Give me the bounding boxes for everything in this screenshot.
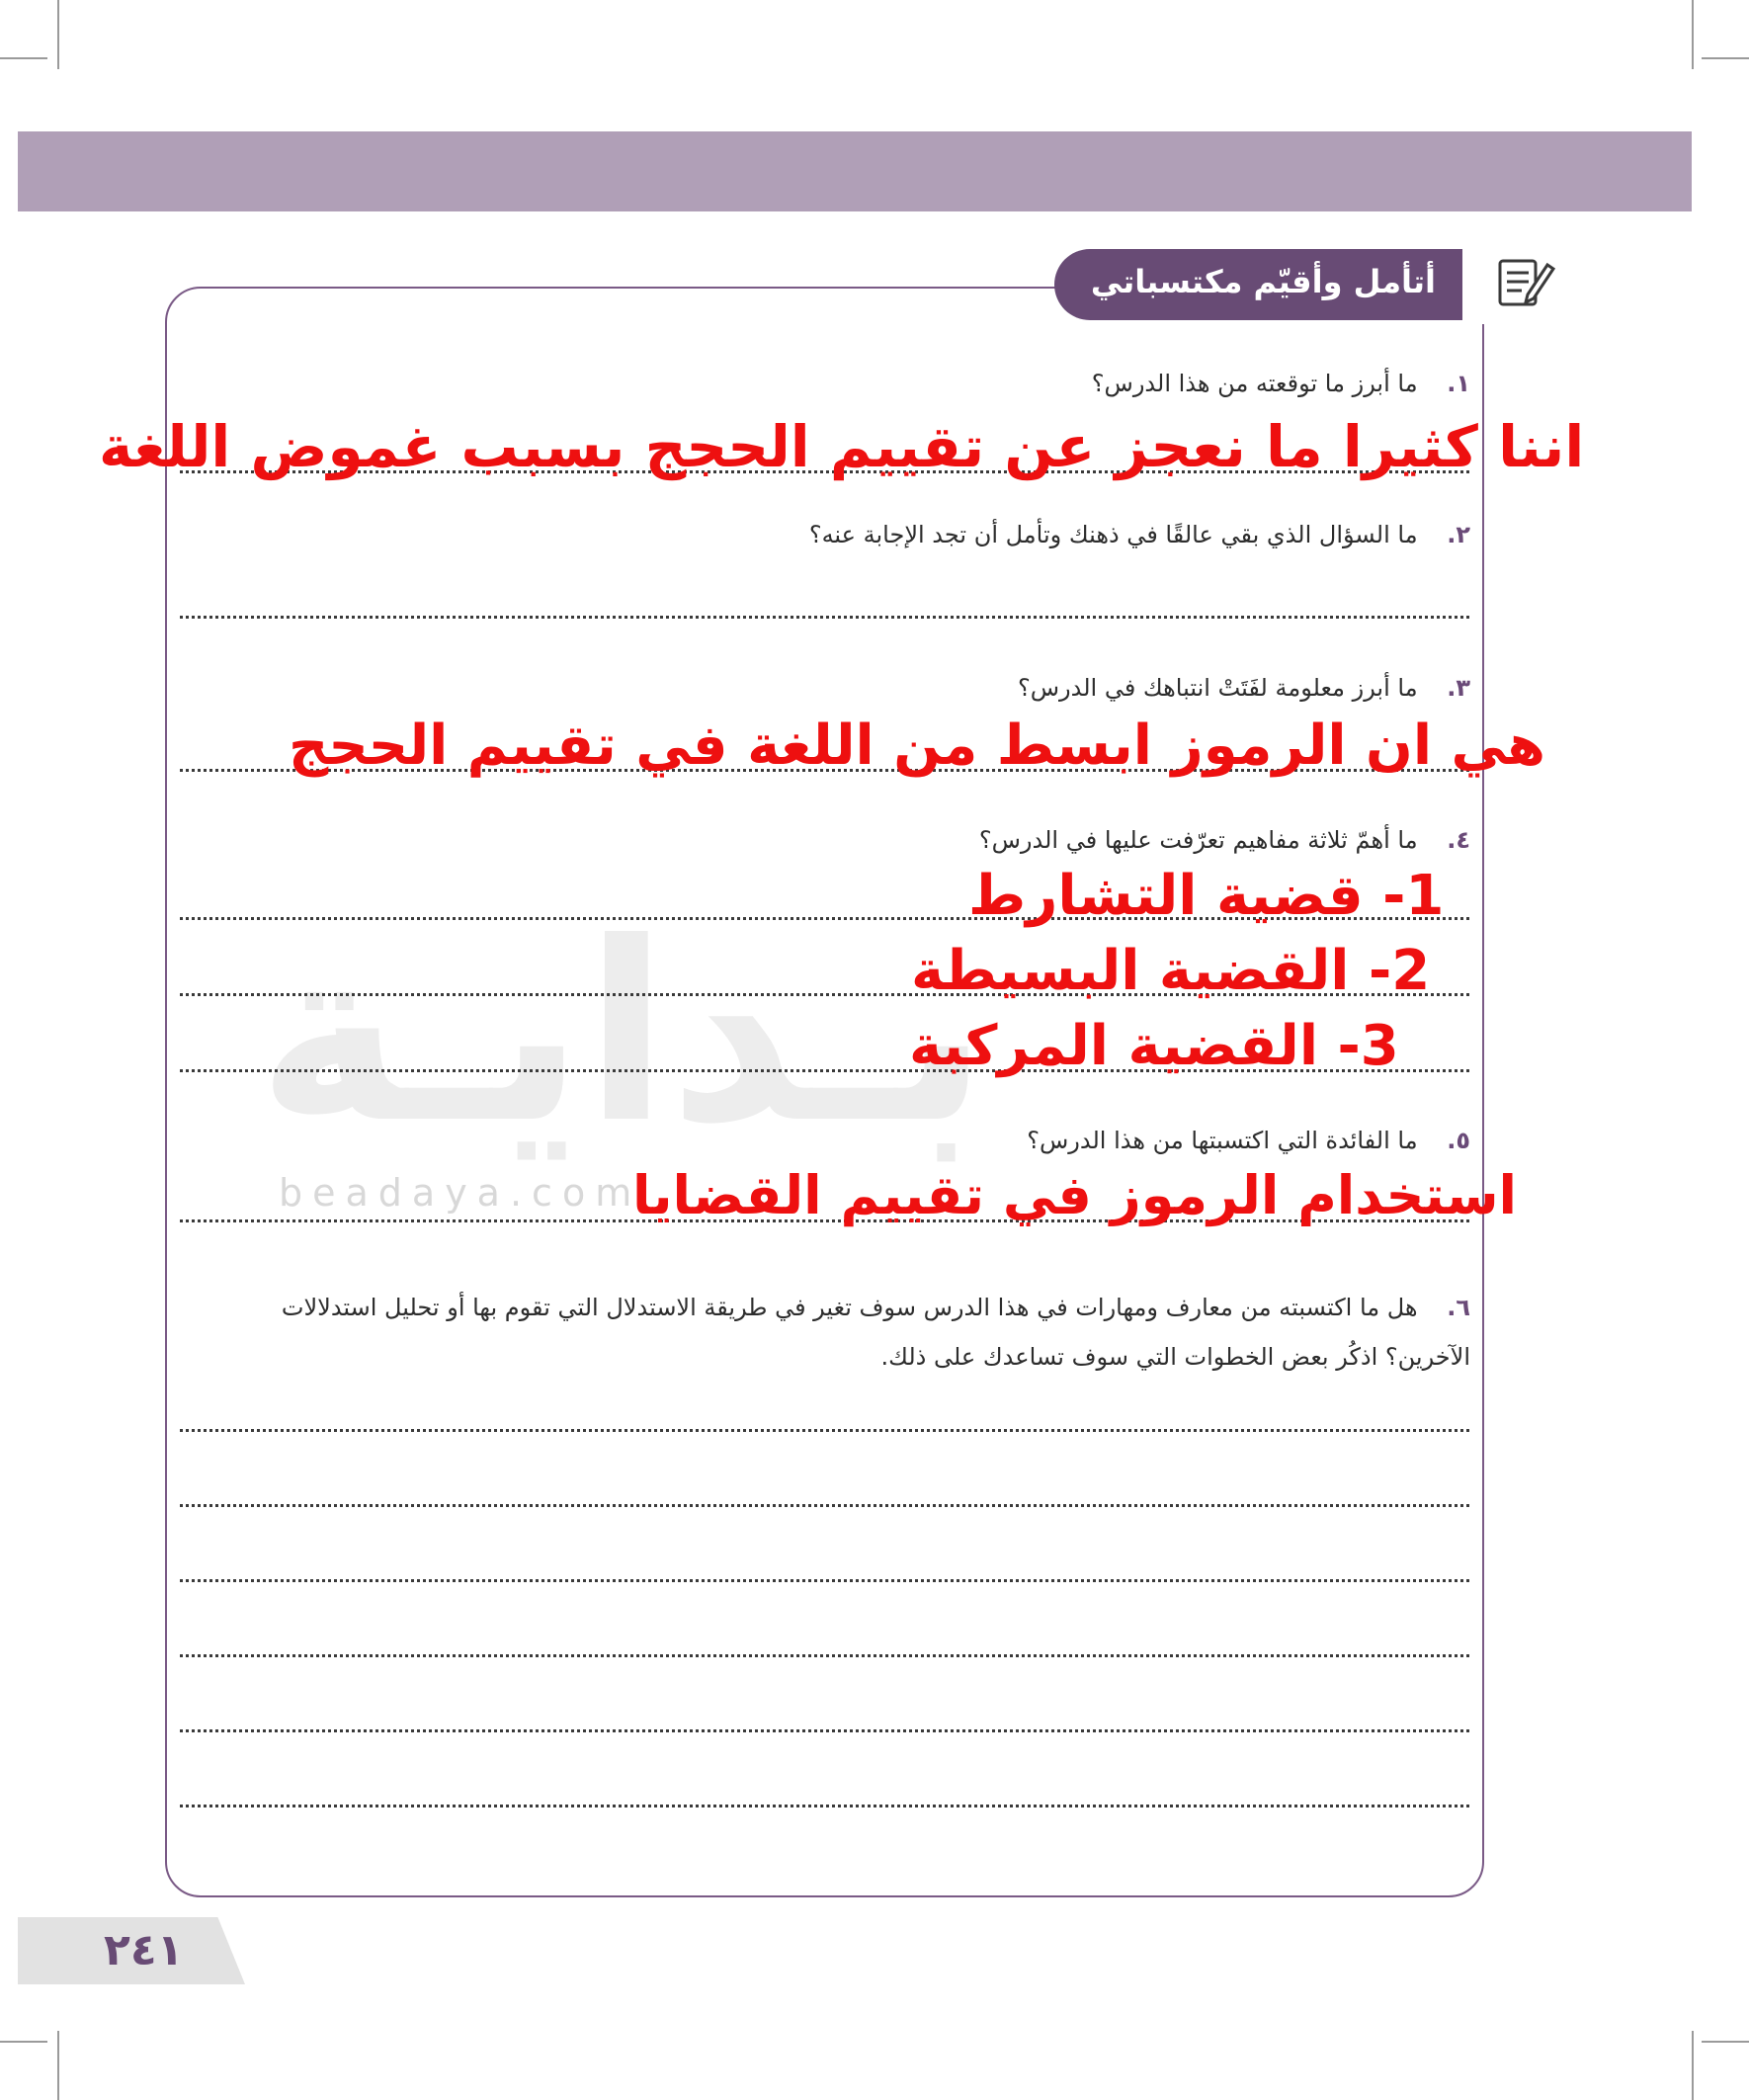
- watermark-logo: بـدايـة: [257, 889, 989, 1177]
- answer-4-3: 3- القضية المركبة: [909, 1014, 1399, 1078]
- crop-mark: [57, 2031, 59, 2100]
- question-3: [1018, 670, 1470, 706]
- question-text: هل ما اكتسبته من معارف ومهارات في هذا الدرس سوف تغير في طريقة الاستدلال التي تقوم بها أو تحليل استدلالات الآخرين؟ اذكُر بعض الخطوات التي سوف تساعدك على ذلك.: [281, 1294, 1470, 1371]
- section-tab: [1054, 249, 1505, 320]
- answer-line: [180, 616, 1469, 619]
- question-5: [1027, 1123, 1470, 1158]
- question-text: ما الفائدة التي اكتسبتها من هذا الدرس؟: [1027, 1127, 1418, 1154]
- notes-pen-icon: [1494, 251, 1557, 314]
- answer-4-2: 2- القضية البسيطة: [911, 939, 1431, 1003]
- crop-mark: [0, 2041, 47, 2043]
- question-number: ٤.: [1447, 826, 1470, 854]
- question-number: ٥.: [1447, 1127, 1470, 1154]
- answer-5: استخدام الرموز في تقييم القضايا: [632, 1164, 1518, 1226]
- question-text: ما أبرز ما توقعته من هذا الدرس؟: [1091, 370, 1418, 397]
- question-6: [245, 1283, 1470, 1382]
- header-band: [18, 131, 1692, 211]
- question-text: ما أبرز معلومة لفَتَتْ انتباهك في الدرس؟: [1017, 674, 1418, 702]
- page-number: ٢٤١: [104, 1925, 184, 1975]
- section-title: أتأمل وأقيّم مكتسباتي: [1090, 263, 1436, 300]
- answer-line: [180, 1729, 1469, 1732]
- crop-mark: [57, 0, 59, 69]
- question-number: ٦.: [1447, 1294, 1470, 1321]
- answer-3: هي ان الرموز ابسط من اللغة في تقييم الحجج: [289, 714, 1546, 778]
- watermark-url: beadaya.com: [279, 1171, 642, 1215]
- question-text: ما أهمّ ثلاثة مفاهيم تعرّفت عليها في الدرس؟: [978, 826, 1418, 854]
- answer-1: اننا كثيرا ما نعجز عن تقييم الحجج بسبب غموض اللغة: [99, 413, 1585, 480]
- crop-mark: [1692, 2031, 1694, 2100]
- question-text: ما السؤال الذي بقي عالقًا في ذهنك وتأمل أن تجد الإجابة عنه؟: [808, 521, 1418, 548]
- answer-line: [180, 1805, 1469, 1807]
- crop-mark: [1702, 57, 1749, 59]
- question-1: [1092, 366, 1470, 401]
- crop-mark: [1692, 0, 1694, 69]
- question-number: ٣.: [1447, 674, 1470, 702]
- answer-line: [180, 1654, 1469, 1657]
- answer-line: [180, 1579, 1469, 1582]
- question-number: ١.: [1447, 370, 1470, 397]
- crop-mark: [1702, 2041, 1749, 2043]
- answer-4-1: 1- قضية التشارط: [968, 864, 1445, 928]
- question-4: [979, 822, 1470, 858]
- crop-mark: [0, 57, 47, 59]
- answer-line: [180, 1504, 1469, 1507]
- question-number: ٢.: [1447, 521, 1470, 548]
- answer-line: [180, 1429, 1469, 1432]
- question-2: [809, 517, 1470, 552]
